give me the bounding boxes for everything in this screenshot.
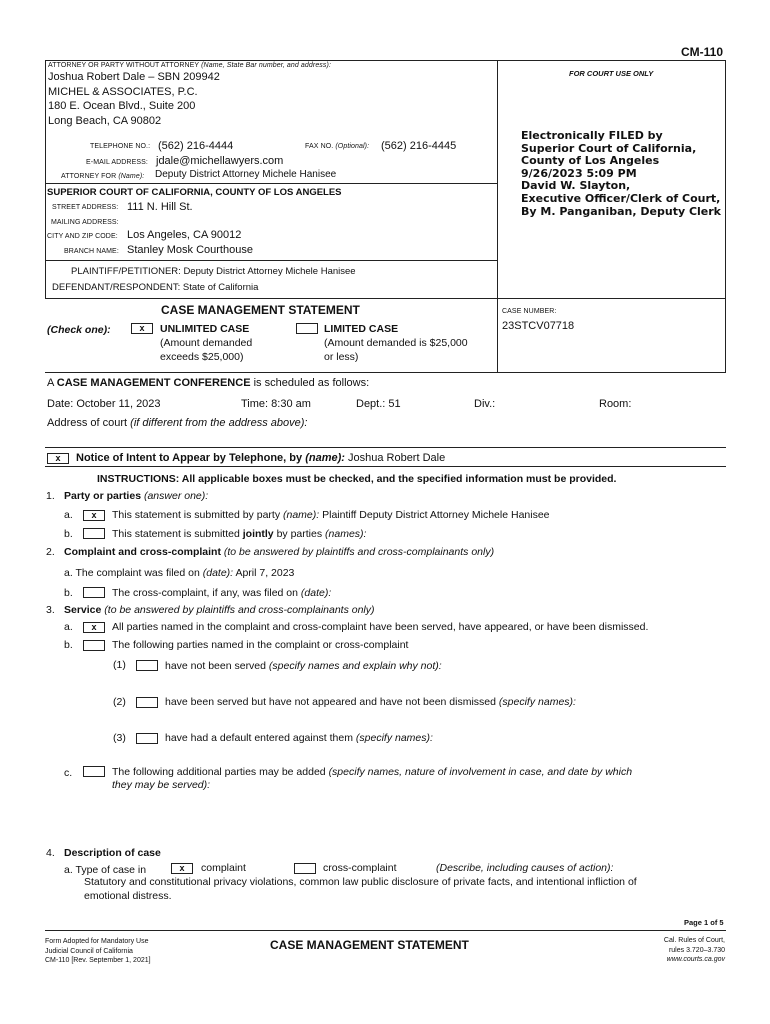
item1-hint: (answer one): (143, 490, 209, 502)
court-title (47, 187, 342, 198)
item3b3-hint: (specify names): (355, 732, 433, 744)
notice-top-border (45, 447, 726, 448)
stamp-line: Superior Court of California, (521, 141, 697, 155)
complaint-checkbox[interactable]: x (171, 863, 193, 874)
item3c-text (112, 766, 712, 792)
item3b3-text (165, 732, 433, 744)
address-hint: (if different from the address above): (130, 417, 308, 429)
item1a-text (112, 509, 550, 521)
item3b2-label: have been served but have not appeared and have not been dismissed (165, 696, 496, 708)
case-number-value: 23STCV07718 (502, 320, 575, 332)
item2-title: Complaint and cross-complaint (64, 546, 221, 558)
item1a-label: This statement is submitted by party (112, 509, 281, 521)
description-line: emotional distress. (84, 889, 172, 902)
item2b-text (112, 587, 331, 599)
address-label: Address of court (47, 417, 128, 429)
limited-case-checkbox[interactable] (296, 323, 318, 334)
item3b2-hint: (specify names): (498, 696, 576, 708)
description-line: Statutory and constitutional privacy violations, common law public disclosure of private facts, and intentional infliction of (84, 876, 637, 888)
item3b1-text (165, 660, 442, 672)
header-right-border (725, 60, 726, 372)
attorney-for-hint: (Name): (118, 173, 145, 180)
defendant-row (52, 282, 258, 293)
item3b-checkbox[interactable] (83, 640, 105, 651)
item3b-letter: b. (64, 639, 73, 651)
footer-left (45, 937, 151, 966)
attorney-for-text: ATTORNEY FOR (61, 173, 117, 180)
unlimited-case-checkbox[interactable]: x (131, 323, 153, 334)
attorney-header-hint: (Name, State Bar number, and address): (201, 62, 331, 69)
plaintiff-row (71, 266, 356, 277)
item1b-letter: b. (64, 528, 73, 540)
item2b-checkbox[interactable] (83, 587, 105, 598)
item3c-hint-2: they may be served): (112, 779, 211, 791)
limited-case-label: LIMITED CASE (324, 323, 399, 335)
city-value: Los Angeles, CA 90012 (127, 229, 242, 241)
conference-time: Time: 8:30 am (241, 398, 311, 410)
item1b-hint: (names): (325, 528, 367, 540)
conference-intro-c: is scheduled as follows: (253, 377, 370, 389)
footer-left-line: Form Adopted for Mandatory Use (45, 938, 149, 945)
item3-title: Service (64, 604, 102, 616)
conference-address (47, 417, 307, 429)
item1b-label-a: This statement is submitted (112, 528, 240, 540)
item3b1-number: (1) (113, 659, 126, 671)
footer-right (664, 936, 725, 965)
stamp-line: By M. Panganiban, Deputy Clerk (521, 204, 721, 218)
item2a-text (64, 567, 294, 579)
court-use-label: FOR COURT USE ONLY (569, 69, 654, 78)
complaint-label: complaint (201, 862, 246, 874)
desc-line: (Amount demanded (160, 337, 253, 349)
stamp-line: County of Los Angeles (521, 154, 660, 168)
branch-value: Stanley Mosk Courthouse (127, 244, 253, 256)
item1-heading (64, 490, 208, 502)
footer-left-line: Judicial Council of California (45, 947, 133, 955)
item2a-hint: (date): (202, 567, 234, 579)
attorney-line: MICHEL & ASSOCIATES, P.C. (48, 85, 198, 98)
parties-bottom-border (45, 298, 726, 299)
item2a-label: a. The complaint was filed on (64, 567, 200, 579)
notice-text: Notice of Intent to Appear by Telephone, by (76, 452, 303, 464)
street-label: STREET ADDRESS: (52, 204, 119, 211)
desc-line: exceeds $25,000) (160, 350, 244, 363)
unlimited-case-label: UNLIMITED CASE (160, 323, 250, 335)
item4-title: Description of case (64, 847, 161, 859)
attorney-bottom-border (45, 183, 497, 184)
footer-right-line: rules 3.720–3.730 (668, 946, 725, 954)
footer-rule (45, 930, 726, 931)
court-title-text: SUPERIOR COURT OF CALIFORNIA, COUNTY OF (47, 187, 272, 198)
conference-room: Room: (599, 398, 632, 410)
item4-number: 4. (46, 847, 55, 859)
mailing-label: MAILING ADDRESS: (51, 219, 119, 226)
court-bottom-border (45, 260, 497, 261)
attorney-line: Long Beach, CA 90802 (48, 114, 162, 127)
item3c-checkbox[interactable] (83, 766, 105, 777)
fax-label (305, 143, 369, 150)
item2b-label: The cross-complaint, if any, was filed on (112, 587, 298, 599)
notice-bottom-border (45, 466, 726, 467)
item3a-text: All parties named in the complaint and cross-complaint have been served, have appeared, or have been dismissed. (112, 621, 649, 633)
email-label: E-MAIL ADDRESS: (86, 159, 148, 166)
stamp-line: Executive Officer/Clerk of Court, (521, 191, 721, 205)
telephone-label: TELEPHONE NO.: (90, 143, 151, 150)
item3b2-text (165, 696, 576, 708)
item3b1-label: have not been served (165, 660, 266, 672)
item1a-checkbox[interactable]: x (83, 510, 105, 521)
item2-number: 2. (46, 546, 55, 558)
city-label: CITY AND ZIP CODE: (47, 233, 118, 240)
item2b-letter: b. (64, 587, 73, 599)
item1-number: 1. (46, 490, 55, 502)
item2-hint: (to be answered by plaintiffs and cross-complainants only) (223, 546, 495, 558)
defendant-label: DEFENDANT/RESPONDENT: (52, 282, 181, 293)
item3b2-number: (2) (113, 696, 126, 708)
item3c-hint-1: (specify names, nature of involvement in case, and date by which (328, 766, 633, 778)
statement-bottom-border (45, 372, 726, 373)
item3b-text: The following parties named in the complaint or cross-complaint (112, 639, 409, 651)
case-number-label: CASE NUMBER: (502, 308, 557, 315)
item1a-letter: a. (64, 509, 73, 521)
telephone-notice-checkbox[interactable]: x (47, 453, 69, 464)
telephone-value: (562) 216-4444 (158, 140, 234, 152)
item3a-letter: a. (64, 621, 73, 633)
unlimited-case-desc (160, 337, 252, 364)
item1b-label-c: by parties (276, 528, 323, 540)
attorney-for-value: Deputy District Attorney Michele Hanisee (155, 169, 337, 180)
item1b-label-b: jointly (242, 528, 274, 540)
item3b3-checkbox[interactable] (136, 733, 158, 744)
item3-number: 3. (46, 604, 55, 616)
conference-dept: Dept.: 51 (356, 398, 401, 410)
conference-intro-a: A (47, 377, 54, 389)
check-one-label: (Check one): (47, 324, 111, 336)
plaintiff-value: Deputy District Attorney Michele Hanisee (183, 266, 356, 277)
item3b1-hint: (specify names and explain why not): (268, 660, 442, 672)
footer-website[interactable]: www.courts.ca.gov (666, 956, 725, 963)
attorney-line: Joshua Robert Dale – SBN 209942 (48, 71, 220, 83)
statement-title: CASE MANAGEMENT STATEMENT (161, 303, 360, 317)
branch-label: BRANCH NAME: (64, 248, 119, 255)
limited-case-desc (324, 337, 468, 364)
attorney-line: 180 E. Ocean Blvd., Suite 200 (48, 100, 196, 112)
conference-intro-b: CASE MANAGEMENT CONFERENCE (56, 377, 251, 389)
fax-label-text: FAX NO. (305, 143, 334, 150)
attorney-address-block (48, 70, 220, 128)
attorney-header-label: ATTORNEY OR PARTY WITHOUT ATTORNEY (48, 62, 200, 69)
stamp-line: Electronically FILED by (521, 129, 663, 142)
item1b-text (112, 528, 366, 540)
fax-label-hint: (Optional): (335, 143, 370, 150)
footer-title: CASE MANAGEMENT STATEMENT (270, 938, 469, 952)
page-number: Page 1 of 5 (684, 918, 724, 927)
footer-right-line: Cal. Rules of Court, (663, 937, 725, 944)
fax-value: (562) 216-4445 (381, 140, 457, 152)
instructions: INSTRUCTIONS: All applicable boxes must be checked, and the specified information must be provided. (97, 473, 617, 485)
email-value: jdale@michellawyers.com (156, 155, 284, 167)
item1b-checkbox[interactable] (83, 528, 105, 539)
item3-hint: (to be answered by plaintiffs and cross-complainants only) (104, 604, 375, 616)
item3b3-label: have had a default entered against them (165, 732, 353, 744)
electronic-filing-stamp (521, 130, 721, 218)
item3c-letter: c. (64, 767, 73, 779)
conference-date: Date: October 11, 2023 (47, 398, 161, 410)
item1a-value: Plaintiff Deputy District Attorney Michele Hanisee (322, 509, 550, 521)
attorney-for-label (61, 173, 144, 180)
item4-hint: (Describe, including causes of action): (436, 862, 614, 874)
attorney-header (48, 62, 331, 69)
stamp-line: David W. Slayton, (521, 179, 631, 193)
header-top-border (45, 60, 726, 61)
conference-div: Div.: (474, 398, 496, 410)
court-county: LOS ANGELES (273, 187, 342, 198)
defendant-value: State of California (182, 282, 259, 293)
cross-complaint-checkbox[interactable] (294, 863, 316, 874)
item4a-text: a. Type of case in (64, 864, 147, 876)
stamp-line: 9/26/2023 5:09 PM (521, 166, 637, 180)
item3-heading (64, 604, 375, 616)
telephone-notice (76, 452, 445, 464)
item2-heading (64, 546, 494, 558)
case-description (84, 876, 637, 903)
street-value: 111 N. Hill St. (127, 201, 193, 213)
footer-left-line: CM-110 [Rev. September 1, 2021] (45, 957, 151, 964)
item2a-value: April 7, 2023 (235, 567, 295, 579)
item2b-hint: (date): (300, 587, 332, 599)
item3c-label: The following additional parties may be added (112, 766, 326, 778)
item1a-hint: (name): (283, 509, 320, 521)
item1-title: Party or parties (64, 490, 142, 502)
plaintiff-label: PLAINTIFF/PETITIONER: (71, 266, 181, 277)
item3a-checkbox[interactable]: x (83, 622, 105, 633)
desc-line: or less) (324, 350, 359, 363)
header-left-border (45, 60, 46, 298)
notice-name: Joshua Robert Dale (347, 452, 446, 464)
item3b3-number: (3) (113, 732, 126, 744)
item3b1-checkbox[interactable] (136, 660, 158, 671)
item3b2-checkbox[interactable] (136, 697, 158, 708)
header-middle-divider (497, 60, 498, 372)
conference-intro (47, 377, 369, 389)
notice-hint: (name): (305, 452, 345, 464)
desc-line: (Amount demanded is $25,000 (324, 337, 468, 349)
form-code: CM-110 (681, 45, 724, 59)
cross-complaint-label: cross-complaint (323, 862, 397, 874)
